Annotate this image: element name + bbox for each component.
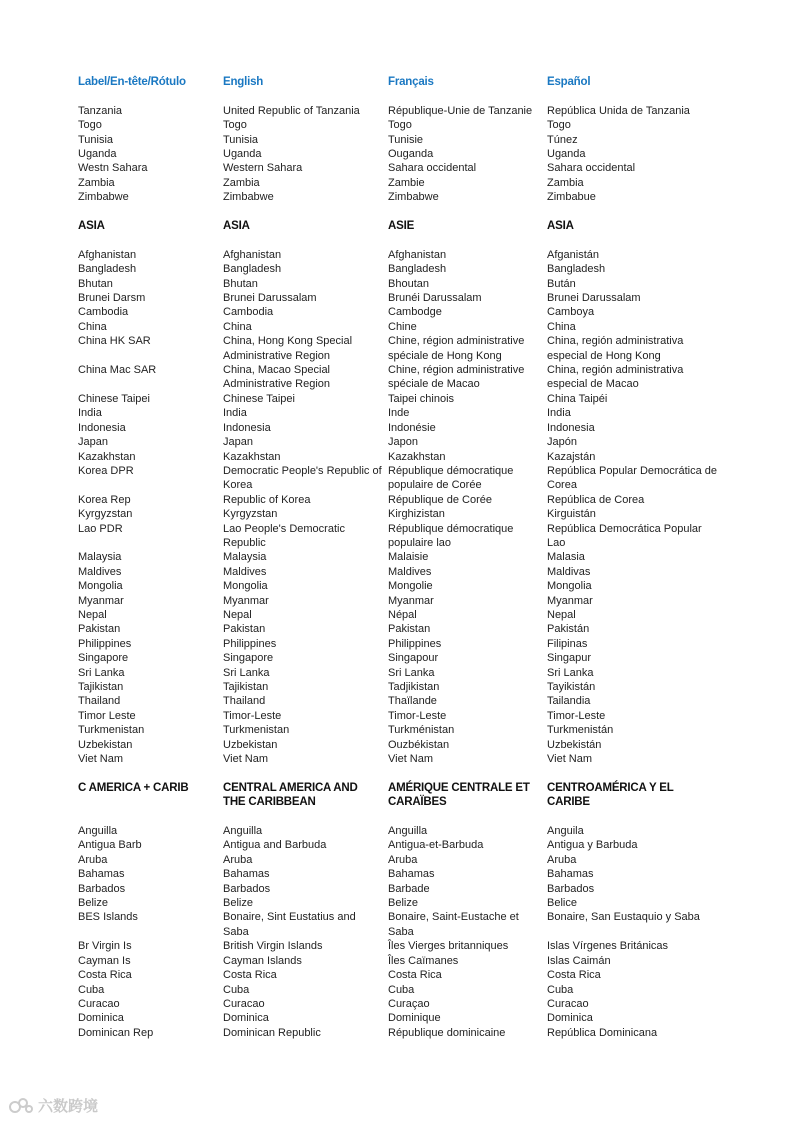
cell-english: Uganda	[223, 148, 262, 161]
cell-french: Antigua-et-Barbuda	[388, 839, 484, 852]
cell-label: Korea DPR	[78, 464, 134, 477]
cell-french: Tadjikistan	[388, 681, 440, 694]
cell-english: Brunei Darussalam	[223, 292, 317, 305]
cell-english: Pakistan	[223, 623, 266, 636]
table-row	[78, 421, 723, 435]
table-row	[78, 651, 723, 665]
table-row	[78, 522, 723, 551]
cell-spanish: Islas Vírgenes Británicas	[547, 940, 669, 953]
cell-french: Afghanistan	[388, 248, 447, 261]
cell-label: Belize	[78, 897, 108, 910]
cell-english: Maldives	[223, 565, 267, 578]
cell-spanish: Belice	[547, 897, 577, 910]
cell-english: Lao People's Democratic Republic	[223, 522, 345, 549]
cell-label: Kyrgyzstan	[78, 508, 133, 521]
cell-english: Belize	[223, 897, 253, 910]
cell-label: Mongolia	[78, 580, 123, 593]
cell-english: Mongolia	[223, 580, 268, 593]
cell-english: Philippines	[223, 637, 277, 650]
cell-french: Tunisie	[388, 133, 424, 146]
cell-label: BES Islands	[78, 911, 138, 924]
cell-spanish: Tayikistán	[547, 681, 596, 694]
cell-label: Chinese Taipei	[78, 392, 150, 405]
table-row	[78, 493, 723, 507]
cell-spanish: Bangladesh	[547, 263, 606, 276]
cell-spanish: República Democrática Popular Lao	[547, 522, 702, 549]
cell-french: République démocratique populaire de Corée	[388, 464, 514, 492]
spacer	[78, 766, 723, 780]
table-row	[78, 954, 723, 968]
cell-french: Belize	[388, 897, 418, 910]
cell-english: Zimbabwe	[223, 191, 274, 204]
cell-french: Chine, région administrative spéciale de Macao	[388, 364, 525, 391]
cell-french: Zambie	[388, 176, 425, 189]
table-row	[78, 1011, 723, 1025]
cell-label: Uzbekistan	[78, 738, 133, 751]
table-row	[78, 910, 723, 939]
table-row	[78, 161, 723, 175]
cell-spanish: Bonaire, San Eustaquio y Saba	[547, 911, 700, 924]
cell-label: Pakistan	[78, 623, 121, 636]
cell-label: Togo	[78, 119, 102, 132]
cell-spanish: República Unida de Tanzania	[547, 104, 690, 117]
cell-spanish: Curacao	[547, 997, 589, 1010]
table-row	[78, 867, 723, 881]
cell-english: Democratic People's Republic of Korea	[223, 464, 382, 492]
table-row	[78, 709, 723, 723]
cell-french: République de Corée	[388, 493, 492, 506]
section-heading	[78, 781, 723, 810]
header-english: English	[223, 76, 264, 88]
table-row	[78, 579, 723, 593]
table-row	[78, 334, 723, 363]
cell-english: Timor-Leste	[223, 709, 282, 722]
table-row	[78, 594, 723, 608]
cell-label: Philippines	[78, 637, 132, 650]
table-row	[78, 277, 723, 291]
cell-french: Bonaire, Saint-Eustache et Saba	[388, 911, 519, 938]
cell-french: Aruba	[388, 853, 418, 866]
cell-french: Maldives	[388, 565, 432, 578]
cell-french: Thaïlande	[388, 695, 437, 708]
table-row	[78, 939, 723, 953]
cell-spanish: Camboya	[547, 306, 595, 319]
cell-spanish: China, región administrativa especial de Macao	[547, 364, 684, 391]
table-header	[78, 75, 723, 89]
cell-label: Myanmar	[78, 594, 124, 607]
cell-label: Brunei Darsm	[78, 292, 146, 305]
cell-french: Sri Lanka	[388, 666, 435, 679]
section-heading-label: C AMERICA + CARIB	[78, 781, 189, 794]
cell-french: Chine, région administrative spéciale de Hong Kong	[388, 335, 525, 362]
cell-spanish: Malasia	[547, 551, 585, 564]
cell-english: Cayman Islands	[223, 954, 302, 967]
cell-spanish: Dominica	[547, 1012, 593, 1025]
cell-english: British Virgin Islands	[223, 940, 323, 953]
cell-english: Dominican Republic	[223, 1026, 321, 1039]
cell-spanish: Zambia	[547, 176, 584, 189]
cell-french: Inde	[388, 407, 410, 420]
cell-label: Korea Rep	[78, 493, 131, 506]
table-row	[78, 406, 723, 420]
cell-spanish: Túnez	[547, 133, 578, 146]
cell-spanish: Islas Caimán	[547, 954, 611, 967]
cell-english: Bonaire, Sint Eustatius and Saba	[223, 911, 356, 938]
cell-label: Indonesia	[78, 421, 126, 434]
cell-spanish: China, región administrativa especial de Hong Kong	[547, 335, 684, 362]
cell-french: Cuba	[388, 983, 415, 996]
cell-english: Chinese Taipei	[223, 392, 295, 405]
cell-french: Mongolie	[388, 580, 433, 593]
cell-french: Malaisie	[388, 551, 429, 564]
cell-spanish: Indonesia	[547, 421, 595, 434]
cell-french: Taipei chinois	[388, 392, 455, 405]
spacer	[78, 233, 723, 247]
cell-spanish: Costa Rica	[547, 969, 601, 982]
section-heading-spanish: ASIA	[547, 220, 574, 233]
cell-french: Anguilla	[388, 825, 428, 838]
table-row	[78, 838, 723, 852]
cell-label: Curacao	[78, 997, 120, 1010]
logo-icon	[8, 1096, 34, 1116]
section-heading-english: CENTRAL AMERICA AND THE CARIBBEAN	[223, 781, 358, 809]
cell-label: Zimbabwe	[78, 191, 129, 204]
cell-english: Western Sahara	[223, 162, 303, 175]
cell-french: Bhoutan	[388, 277, 429, 290]
cell-spanish: India	[547, 407, 571, 420]
cell-label: Westn Sahara	[78, 162, 148, 175]
cell-english: Malaysia	[223, 551, 267, 564]
cell-label: Antigua Barb	[78, 839, 142, 852]
cell-french: Myanmar	[388, 594, 434, 607]
table-row	[78, 637, 723, 651]
cell-french: Curaçao	[388, 997, 430, 1010]
cell-english: Aruba	[223, 853, 253, 866]
cell-label: Maldives	[78, 565, 122, 578]
table-row	[78, 305, 723, 319]
cell-english: Curacao	[223, 997, 265, 1010]
cell-english: Uzbekistan	[223, 738, 278, 751]
table-row	[78, 118, 723, 132]
cell-english: Tajikistan	[223, 681, 269, 694]
cell-label: Turkmenistan	[78, 724, 145, 737]
cell-french: Ouganda	[388, 148, 434, 161]
cell-spanish: Mongolia	[547, 580, 592, 593]
section-heading	[78, 219, 723, 233]
cell-spanish: Myanmar	[547, 594, 593, 607]
cell-spanish: Aruba	[547, 853, 577, 866]
cell-spanish: Afganistán	[547, 248, 599, 261]
table-row	[78, 853, 723, 867]
cell-french: République-Unie de Tanzanie	[388, 104, 533, 117]
cell-english: Bangladesh	[223, 263, 282, 276]
cell-label: Singapore	[78, 652, 129, 665]
cell-label: Malaysia	[78, 551, 122, 564]
cell-label: Bangladesh	[78, 263, 137, 276]
cell-french: Népal	[388, 608, 417, 621]
cell-spanish: Sahara occidental	[547, 162, 636, 175]
cell-french: Togo	[388, 119, 412, 132]
cell-spanish: Nepal	[547, 608, 576, 621]
cell-label: Lao PDR	[78, 522, 123, 535]
cell-label: Barbados	[78, 882, 126, 895]
cell-english: Costa Rica	[223, 969, 277, 982]
header-label: Label/En-tête/Rótulo	[78, 76, 186, 88]
table-row	[78, 104, 723, 118]
table-row	[78, 320, 723, 334]
cell-french: Indonésie	[388, 421, 436, 434]
cell-spanish: Cuba	[547, 983, 574, 996]
cell-spanish: Filipinas	[547, 637, 588, 650]
cell-spanish: República de Corea	[547, 493, 645, 506]
cell-french: Dominique	[388, 1012, 441, 1025]
cell-english: Antigua and Barbuda	[223, 839, 327, 852]
cell-spanish: Bahamas	[547, 868, 594, 881]
section-heading-label: ASIA	[78, 220, 105, 233]
table-body	[78, 104, 723, 1040]
table-row	[78, 450, 723, 464]
cell-french: Îles Vierges britanniques	[388, 940, 509, 953]
cell-spanish: Japón	[547, 436, 577, 449]
cell-french: Ouzbékistan	[388, 738, 450, 751]
cell-spanish: China	[547, 320, 576, 333]
cell-label: Uganda	[78, 148, 117, 161]
cell-english: China, Macao Special Administrative Region	[223, 364, 331, 391]
table-row	[78, 666, 723, 680]
table-row	[78, 262, 723, 276]
cell-english: China	[223, 320, 252, 333]
cell-french: Kirghizistan	[388, 508, 445, 521]
watermark	[8, 1095, 98, 1116]
spacer	[78, 810, 723, 824]
country-name-table	[78, 75, 723, 1040]
table-row	[78, 882, 723, 896]
section-heading-spanish: CENTROAMÉRICA Y EL CARIBE	[547, 781, 674, 809]
cell-spanish: Barbados	[547, 882, 595, 895]
cell-spanish: Timor-Leste	[547, 709, 606, 722]
table-row	[78, 680, 723, 694]
cell-french: Kazakhstan	[388, 450, 446, 463]
header-spanish: Español	[547, 76, 591, 88]
table-row	[78, 968, 723, 982]
cell-label: Costa Rica	[78, 969, 132, 982]
cell-english: Viet Nam	[223, 753, 269, 766]
cell-label: Kazakhstan	[78, 450, 136, 463]
table-row	[78, 824, 723, 838]
cell-spanish: Togo	[547, 119, 571, 132]
cell-spanish: China Taipéi	[547, 392, 608, 405]
table-row	[78, 738, 723, 752]
cell-spanish: Kirguistán	[547, 508, 596, 521]
table-row	[78, 608, 723, 622]
spacer	[78, 89, 723, 103]
cell-english: United Republic of Tanzania	[223, 104, 360, 117]
table-row	[78, 464, 723, 493]
cell-spanish: Tailandia	[547, 695, 591, 708]
cell-spanish: Uganda	[547, 148, 586, 161]
cell-english: Barbados	[223, 882, 271, 895]
cell-spanish: Antigua y Barbuda	[547, 839, 638, 852]
cell-label: Thailand	[78, 695, 121, 708]
cell-english: Kazakhstan	[223, 450, 281, 463]
cell-label: Viet Nam	[78, 753, 124, 766]
cell-english: China, Hong Kong Special Administrative Region	[223, 335, 353, 362]
cell-french: Cambodge	[388, 306, 442, 319]
cell-english: Myanmar	[223, 594, 269, 607]
table-row	[78, 248, 723, 262]
cell-french: Viet Nam	[388, 753, 434, 766]
table-row	[78, 133, 723, 147]
cell-french: Philippines	[388, 637, 442, 650]
cell-label: Nepal	[78, 608, 107, 621]
table-row	[78, 983, 723, 997]
table-row	[78, 723, 723, 737]
cell-french: Zimbabwe	[388, 191, 439, 204]
cell-spanish: Sri Lanka	[547, 666, 594, 679]
cell-french: Bangladesh	[388, 263, 447, 276]
cell-french: République dominicaine	[388, 1026, 506, 1039]
cell-spanish: República Popular Democrática de Corea	[547, 464, 717, 492]
cell-english: India	[223, 407, 247, 420]
table-row	[78, 190, 723, 204]
cell-english: Republic of Korea	[223, 493, 311, 506]
table-row	[78, 622, 723, 636]
section-heading-english: ASIA	[223, 220, 250, 233]
cell-label: Cambodia	[78, 306, 129, 319]
cell-english: Togo	[223, 119, 247, 132]
cell-english: Bahamas	[223, 868, 270, 881]
table-row	[78, 147, 723, 161]
cell-label: Tunisia	[78, 133, 114, 146]
cell-spanish: Brunei Darussalam	[547, 292, 641, 305]
cell-french: Bahamas	[388, 868, 435, 881]
cell-spanish: Turkmenistán	[547, 724, 614, 737]
section-heading-french: AMÉRIQUE CENTRALE ET CARAÏBES	[388, 781, 530, 809]
cell-label: China Mac SAR	[78, 364, 157, 377]
cell-spanish: Zimbabue	[547, 191, 596, 204]
cell-label: Cuba	[78, 983, 105, 996]
table-row	[78, 392, 723, 406]
cell-spanish: Kazajstán	[547, 450, 596, 463]
cell-spanish: República Dominicana	[547, 1026, 658, 1039]
table-row	[78, 176, 723, 190]
cell-label: Cayman Is	[78, 954, 131, 967]
table-row	[78, 997, 723, 1011]
table-row	[78, 694, 723, 708]
cell-french: Sahara occidental	[388, 162, 477, 175]
cell-english: Zambia	[223, 176, 260, 189]
cell-french: Timor-Leste	[388, 709, 447, 722]
cell-english: Nepal	[223, 608, 252, 621]
cell-label: Br Virgin Is	[78, 940, 132, 953]
table-row	[78, 507, 723, 521]
cell-label: Bahamas	[78, 868, 125, 881]
table-row	[78, 550, 723, 564]
cell-french: Pakistan	[388, 623, 431, 636]
header-french: Français	[388, 76, 434, 88]
cell-label: Zambia	[78, 176, 115, 189]
cell-french: Japon	[388, 436, 418, 449]
cell-spanish: Uzbekistán	[547, 738, 602, 751]
cell-label: China	[78, 320, 107, 333]
table-row	[78, 752, 723, 766]
cell-french: Turkménistan	[388, 724, 455, 737]
cell-label: Anguilla	[78, 825, 118, 838]
cell-label: China HK SAR	[78, 335, 151, 348]
cell-english: Bhutan	[223, 277, 258, 290]
cell-english: Singapore	[223, 652, 274, 665]
cell-label: Timor Leste	[78, 709, 136, 722]
cell-french: Barbade	[388, 882, 430, 895]
watermark-text: 六数跨境	[38, 1098, 99, 1115]
cell-label: India	[78, 407, 102, 420]
cell-english: Kyrgyzstan	[223, 508, 278, 521]
cell-french: République démocratique populaire lao	[388, 522, 514, 549]
table-row	[78, 896, 723, 910]
cell-spanish: Pakistán	[547, 623, 590, 636]
cell-english: Sri Lanka	[223, 666, 270, 679]
table-row	[78, 291, 723, 305]
cell-label: Dominica	[78, 1012, 124, 1025]
cell-spanish: Bután	[547, 277, 576, 290]
cell-english: Turkmenistan	[223, 724, 290, 737]
cell-english: Afghanistan	[223, 248, 282, 261]
cell-label: Tanzania	[78, 104, 123, 117]
cell-spanish: Singapur	[547, 652, 592, 665]
cell-label: Sri Lanka	[78, 666, 125, 679]
cell-label: Japan	[78, 436, 108, 449]
cell-english: Anguilla	[223, 825, 263, 838]
cell-label: Tajikistan	[78, 681, 124, 694]
cell-english: Dominica	[223, 1012, 269, 1025]
cell-french: Îles Caïmanes	[388, 954, 459, 967]
cell-french: Chine	[388, 320, 417, 333]
cell-french: Costa Rica	[388, 969, 442, 982]
table-row	[78, 1026, 723, 1040]
cell-english: Indonesia	[223, 421, 271, 434]
cell-english: Cuba	[223, 983, 250, 996]
cell-label: Bhutan	[78, 277, 113, 290]
cell-french: Singapour	[388, 652, 439, 665]
cell-english: Thailand	[223, 695, 266, 708]
table-row	[78, 565, 723, 579]
cell-label: Aruba	[78, 853, 108, 866]
cell-spanish: Maldivas	[547, 565, 591, 578]
cell-label: Dominican Rep	[78, 1026, 154, 1039]
spacer	[78, 205, 723, 219]
table-row	[78, 435, 723, 449]
cell-english: Japan	[223, 436, 253, 449]
cell-english: Tunisia	[223, 133, 259, 146]
cell-label: Afghanistan	[78, 248, 137, 261]
table-row	[78, 363, 723, 392]
cell-english: Cambodia	[223, 306, 274, 319]
cell-spanish: Viet Nam	[547, 753, 593, 766]
section-heading-french: ASIE	[388, 220, 415, 233]
cell-french: Brunéi Darussalam	[388, 292, 482, 305]
cell-spanish: Anguila	[547, 825, 584, 838]
